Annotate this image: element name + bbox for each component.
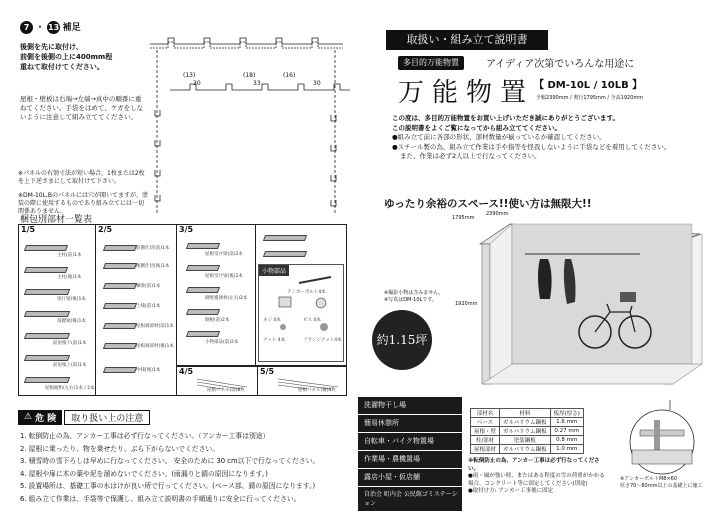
intro-line: ●組み立て前に各部の形状、部材数量が揃っているか確認してください。 — [392, 133, 606, 141]
part-label: 主柱(後)1本 — [57, 275, 82, 280]
tagline: アイディア次第でいろんな用途に — [486, 59, 635, 70]
table-cell: ベース — [471, 418, 500, 427]
anchor-spec-line: 厚さ70〜80mm以上の基礎上に施工 — [620, 483, 703, 489]
table-row — [471, 436, 584, 445]
roof-note-text: 屋根・壁板は右端→左端→真中の順番に重ねてください。手袋をはめて、ケガをしないように注意して組み立ててください。 — [20, 95, 144, 121]
use-item: 露店小屋・仮店舗 — [358, 469, 462, 486]
anchor-notes — [468, 458, 608, 496]
cell-number: 4/5 — [179, 367, 194, 376]
shed-photo — [470, 214, 710, 394]
dim-label: 30 — [313, 80, 321, 87]
tsubo-badge: 約1.15坪 — [372, 310, 432, 370]
dim-label: (13) — [183, 72, 196, 79]
part-label: 基礎梁(後)1本 — [57, 319, 86, 324]
model-number: 【 DM-10L / 10LB 】 — [534, 80, 643, 91]
caution-item: 5. 設置場所は、基礎工事の水はけが良い所で行ってください。(ベース部、錆の原因になります。) — [20, 482, 316, 490]
part-label: 奥行梁(後)1本 — [57, 297, 86, 302]
part-label: 屋根端部材(前)1本 — [136, 324, 174, 329]
supplement-title: 補足 — [62, 23, 81, 33]
parts-cell-4 — [176, 366, 258, 396]
table-cell: 屋根・壁 — [471, 427, 500, 436]
product-dimensions: 全幅2390mm / 奥行1795mm / 全高1920mm — [536, 95, 644, 101]
table-cell: 屋根部材 — [471, 445, 500, 454]
part-label: 前側仕切(前)1本 — [136, 246, 170, 251]
supplement-line: 重ねて取付けてください。 — [20, 63, 104, 71]
intro-line: この説明書をよくご覧になってから組み立ててください。 — [392, 123, 561, 132]
cell-number: 3/5 — [179, 225, 194, 234]
dim-label: 33 — [253, 80, 261, 87]
supplement-line: 前側を後側の上に400mm程 — [20, 53, 113, 61]
caution-item: 2. 屋根に乗ったり、物を乗せたり、ぶら下がらないでください。 — [20, 444, 219, 453]
part-label: 主柱(前)1本 — [57, 253, 82, 258]
caution-title: 取り扱い上の注意 — [64, 410, 150, 425]
part-label: 棟梁(前)1本 — [136, 284, 161, 289]
part-label: 中桟(後)1本 — [136, 368, 161, 373]
table-cell: 0.8 mm — [550, 436, 583, 445]
table-header: 材料 — [500, 409, 551, 418]
intro-line: また、作業は必ず2人以上で行なってください。 — [400, 152, 541, 160]
supplement-text — [20, 42, 150, 72]
use-item: 洗濯物干し場 — [358, 397, 462, 414]
part-label: 小物部品(前)2本 — [205, 340, 239, 345]
parts-cell-2 — [95, 224, 177, 396]
part-label: フランジナット4本 — [303, 338, 342, 343]
small-parts-title: 小物部品 — [259, 265, 289, 276]
caution-item: 6. 組み立て作業は、手袋等で保護し、組み立て説明書の手順通りに安全に行ってください。 — [20, 494, 301, 503]
step-badge: 7 — [20, 21, 33, 34]
small-parts-box — [258, 264, 344, 362]
use-item: 作業場・農機置場 — [358, 451, 462, 468]
table-cell: 柱/部材 — [471, 436, 500, 445]
dim-label: (18) — [243, 72, 256, 79]
roof-note — [20, 95, 144, 165]
cell-number: 5/5 — [260, 367, 275, 376]
anchor-note: ●雨・風が強い時、またはある程度の雪の荷重がかかる場合、コンクリート等に固定してください(別途) — [468, 473, 605, 487]
warning-icon: ⚠ — [24, 412, 33, 422]
anchor-spec — [620, 476, 716, 490]
part-label: 屋根パネル(前)8枚 — [207, 388, 245, 393]
parts-cell-1 — [18, 224, 96, 396]
part-label: 前屋根上(前)1本 — [53, 363, 87, 368]
part-label: 側壁補強材(左右)2本 — [205, 296, 248, 301]
part-label: ネジ 4本 — [263, 318, 281, 323]
parts-title: 梱包別部材一覧表 — [20, 215, 93, 225]
anchor-spec-line: ※アンカーボルトM8×60 — [620, 476, 678, 482]
note-holes: ※DM-10L,Bのパネルには穴が開いてますが、塗装の際に使用するものであり組み立てには一切関係ありません。 — [18, 192, 148, 215]
part-label: 屋根端部材(後)1本 — [136, 344, 174, 349]
part-label: ナット 4本 — [263, 338, 286, 343]
part-label: 屋根縦桁(左右)1本 / 2本 — [45, 386, 95, 391]
dim-label: 30 — [193, 80, 201, 87]
part-label: ビス 4本 — [303, 318, 321, 323]
table-cell: 1.6 mm — [550, 418, 583, 427]
caution-list — [20, 430, 360, 505]
step-badge: 13 — [48, 23, 60, 32]
anchor-diagram — [610, 400, 714, 476]
note-panel-length: ※パネルの有効寸法が短い場合、1枚または2枚を上下逆さまにして取付けて下さい。 — [18, 170, 145, 185]
anchor-note: ●取付け方: アンカー工事後に固定 — [468, 488, 554, 494]
caution-item: 3. 積雪時の雪下ろしは早めに行なってください。 安全のために 30 cm以下で行なってください。 — [20, 457, 320, 465]
caution-item: 4. 屋根や扉に木の葉や泥を溜めないでください。(雨漏りと錆の原因になります。) — [20, 469, 268, 478]
photo-note-line: ※撮影小物は含みません。 — [384, 290, 444, 296]
table-cell: 0.27 mm — [550, 427, 583, 436]
part-label: 後側仕切(後)1本 — [136, 264, 170, 269]
category-badge: 多目的万能物置 — [398, 56, 464, 70]
product-name: 万能物置 — [398, 78, 535, 108]
table-row — [471, 427, 584, 436]
intro-text — [392, 114, 712, 162]
part-label: 上桟(前)1本 — [136, 304, 161, 309]
table-header: 板厚(厚さ) — [550, 409, 583, 418]
intro-line: ●スチール製の為、組み立て作業は手や指等を怪我しないように手袋などを着用してください。 — [392, 142, 671, 151]
materials-table — [470, 408, 584, 454]
parts-cell-5 — [257, 366, 347, 396]
table-header: 部材名 — [471, 409, 500, 418]
dim-depth: 1795mm — [452, 215, 475, 221]
anchor-note: ※転倒防止の為、アンカー工事は必ず行なってください。 — [468, 458, 600, 472]
manual-title: 取扱い・組み立て説明書 — [386, 30, 548, 50]
cell-number: 1/5 — [21, 225, 36, 234]
part-label: 屋根受け梁(後)2本 — [205, 274, 243, 279]
dim-width: 2390mm — [486, 211, 509, 217]
space-headline: ゆったり余裕のスペース!!使い方は無限大!! — [384, 198, 592, 210]
danger-badge: 危 険 — [35, 413, 57, 424]
supplement-line: 後側を先に取付け、 — [20, 43, 83, 51]
screw-icon — [269, 275, 339, 335]
cell-number: 2/5 — [98, 225, 113, 234]
table-row — [471, 445, 584, 454]
dim-label: (16) — [283, 72, 296, 79]
parts-cell-3 — [176, 224, 256, 366]
table-cell: ガルバリウム鋼板 — [500, 418, 551, 427]
table-cell: 塗装鋼板 — [500, 436, 551, 445]
panel-profile-diagram — [145, 30, 360, 220]
dim-height: 1920mm — [455, 301, 478, 307]
caution-header — [18, 410, 150, 424]
table-cell: 1.0 mm — [550, 445, 583, 454]
part-label: 側板(前)2本 — [205, 318, 230, 323]
table-cell: ガルバリウム鋼板 — [500, 445, 551, 454]
supplement-header: 7 ・ 13 補足 — [20, 20, 81, 34]
table-cell: ガルバリウム鋼板 — [500, 427, 551, 436]
part-label: 屋根パネル(後)8枚 — [298, 388, 336, 393]
use-item: 自転車・バイク物置場 — [358, 433, 462, 450]
part-label: 屋根受け梁(前)2本 — [205, 252, 243, 257]
table-row — [471, 418, 584, 427]
table-header-row — [471, 409, 584, 418]
part-label: アンカーボルト4本 — [287, 290, 326, 295]
caution-item: 1. 転倒防止の為、アンカー工事は必ず行なってください。（アンカー工事は別途） — [20, 432, 270, 440]
photo-note — [384, 290, 444, 304]
intro-line: この度は、多目的万能物置をお買い上げいただき誠にありがとうございます。 — [392, 114, 619, 122]
part-label: 前屋根下(前)1本 — [53, 341, 87, 346]
photo-note-line: ※写真はDM-10Lです。 — [384, 297, 437, 303]
use-item: 自治会 町内会 公民館ゴミステーション — [358, 487, 462, 511]
use-item: 簡易休憩所 — [358, 415, 462, 432]
